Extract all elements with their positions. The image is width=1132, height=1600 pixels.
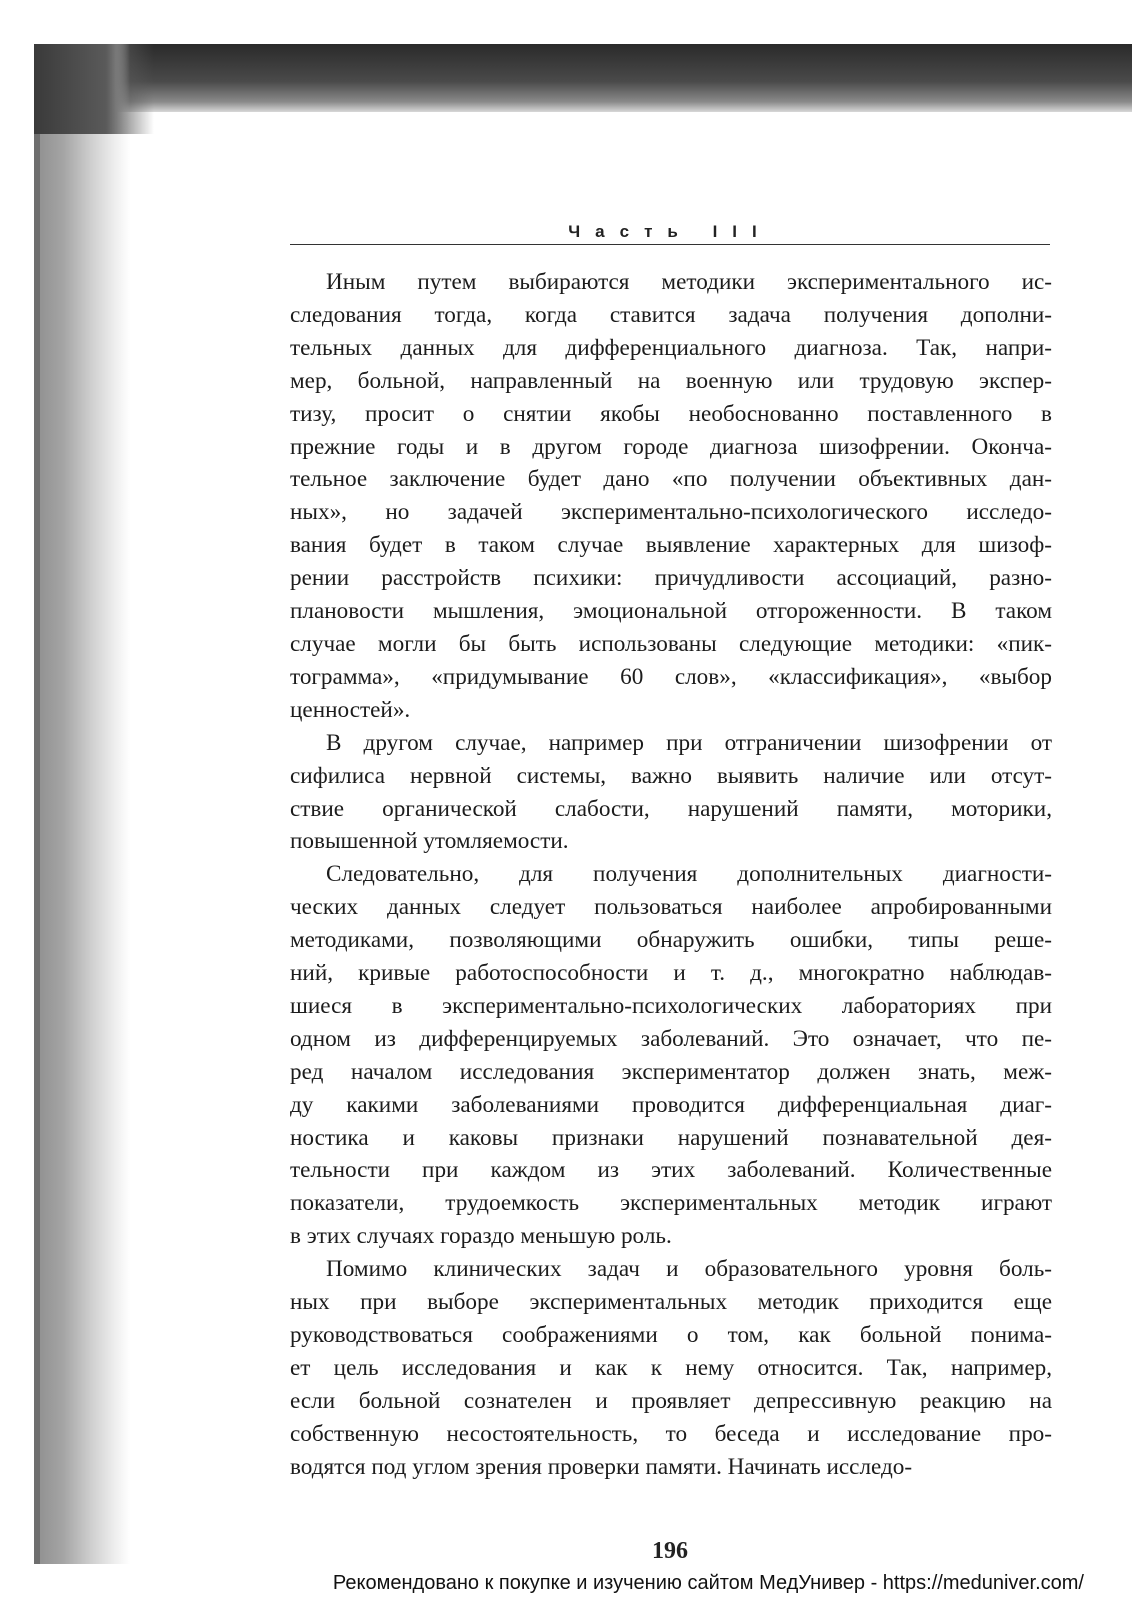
text-line: если больной сознателен и проявляет депрессивную реакцию на <box>290 1387 1052 1414</box>
paragraph <box>290 858 1052 1253</box>
text-line: тельное заключение будет дано «по получении объективных дан- <box>290 466 1052 493</box>
text-line: ний, кривые работоспособности и т. д., многократно наблюдав- <box>290 960 1052 987</box>
footer-note: Рекомендовано к покупке и изучению сайтом МедУнивер - https://meduniver.com/ <box>332 1572 1084 1594</box>
text-line: шиеся в экспериментально-психологических лабораториях при <box>290 992 1052 1019</box>
text-line: следования тогда, когда ставится задача получения дополни- <box>290 301 1052 328</box>
text-line: мер, больной, направленный на военную или трудовую экспер- <box>290 367 1052 394</box>
text-line: Следовательно, для получения дополнительных диагности- <box>326 861 1052 888</box>
text-line: тизу, просит о снятии якобы необоснованно поставленного в <box>290 400 1052 427</box>
body-text <box>290 266 1052 1484</box>
text-line: тельных данных для дифференциального диагноза. Так, напри- <box>290 334 1052 361</box>
running-head: Часть III <box>568 222 772 241</box>
text-line: в этих случаях гораздо меньшую роль. <box>290 1223 672 1250</box>
paragraph <box>290 727 1052 859</box>
text-line: тограмма», «придумывание 60 слов», «классификация», «выбор <box>290 663 1052 690</box>
text-line: Помимо клинических задач и образовательного уровня боль- <box>326 1256 1052 1283</box>
paragraph <box>290 266 1052 727</box>
text-line: ду какими заболеваниями проводится дифференциальная диаг- <box>290 1091 1052 1118</box>
scan-edge-left <box>34 44 40 1564</box>
text-line: прежние годы и в другом городе диагноза шизофрении. Оконча- <box>290 433 1052 460</box>
text-line: ностика и каковы признаки нарушений познавательной дея- <box>290 1124 1052 1151</box>
text-line: ред началом исследования экспериментатор должен знать, меж- <box>290 1058 1052 1085</box>
scan-shadow-top <box>34 44 1132 112</box>
text-line: вания будет в таком случае выявление характерных для шизоф- <box>290 532 1052 559</box>
text-line: В другом случае, например при отграничении шизофрении от <box>326 729 1052 756</box>
text-line: методиками, позволяющими обнаружить ошибки, типы реше- <box>290 927 1052 954</box>
text-line: показатели, трудоемкость экспериментальных методик играют <box>290 1190 1052 1217</box>
text-line: тельности при каждом из этих заболеваний. Количественные <box>290 1157 1052 1184</box>
running-head-rule <box>290 244 1050 245</box>
text-line: ствие органической слабости, нарушений памяти, моторики, <box>290 795 1052 822</box>
text-line: рении расстройств психики: причудливости ассоциаций, разно- <box>290 565 1052 592</box>
text-line: ных при выборе экспериментальных методик приходится еще <box>290 1289 1052 1316</box>
text-line: плановости мышления, эмоциональной отгороженности. В таком <box>290 598 1052 625</box>
text-line: водятся под углом зрения проверки памяти. Начинать исследо- <box>290 1453 913 1480</box>
scan-shadow-binding <box>34 44 130 1564</box>
text-line: ет цель исследования и как к нему относится. Так, например, <box>290 1354 1052 1381</box>
scan-corner-shadow <box>34 44 154 134</box>
text-line: ценностей». <box>290 696 411 723</box>
text-line: Иным путем выбираются методики экспериментального ис- <box>326 269 1052 295</box>
text-line: сифилиса нервной системы, важно выявить наличие или отсут- <box>290 762 1052 789</box>
text-line: руководствоваться соображениями о том, как больной понима- <box>290 1322 1052 1348</box>
text-line: случае могли бы быть использованы следующие методики: «пик- <box>290 630 1052 657</box>
page-number: 196 <box>652 1538 688 1564</box>
text-line: ных», но задачей экспериментально-психологического исследо- <box>290 499 1052 526</box>
paragraph <box>290 1253 1052 1483</box>
text-line: собственную несостоятельность, то беседа и исследование про- <box>290 1420 1052 1447</box>
text-line: ческих данных следует пользоваться наиболее апробированными <box>290 894 1052 921</box>
text-line: повышенной утомляемости. <box>290 828 569 855</box>
text-line: одном из дифференцируемых заболеваний. Это означает, что пе- <box>290 1025 1052 1052</box>
